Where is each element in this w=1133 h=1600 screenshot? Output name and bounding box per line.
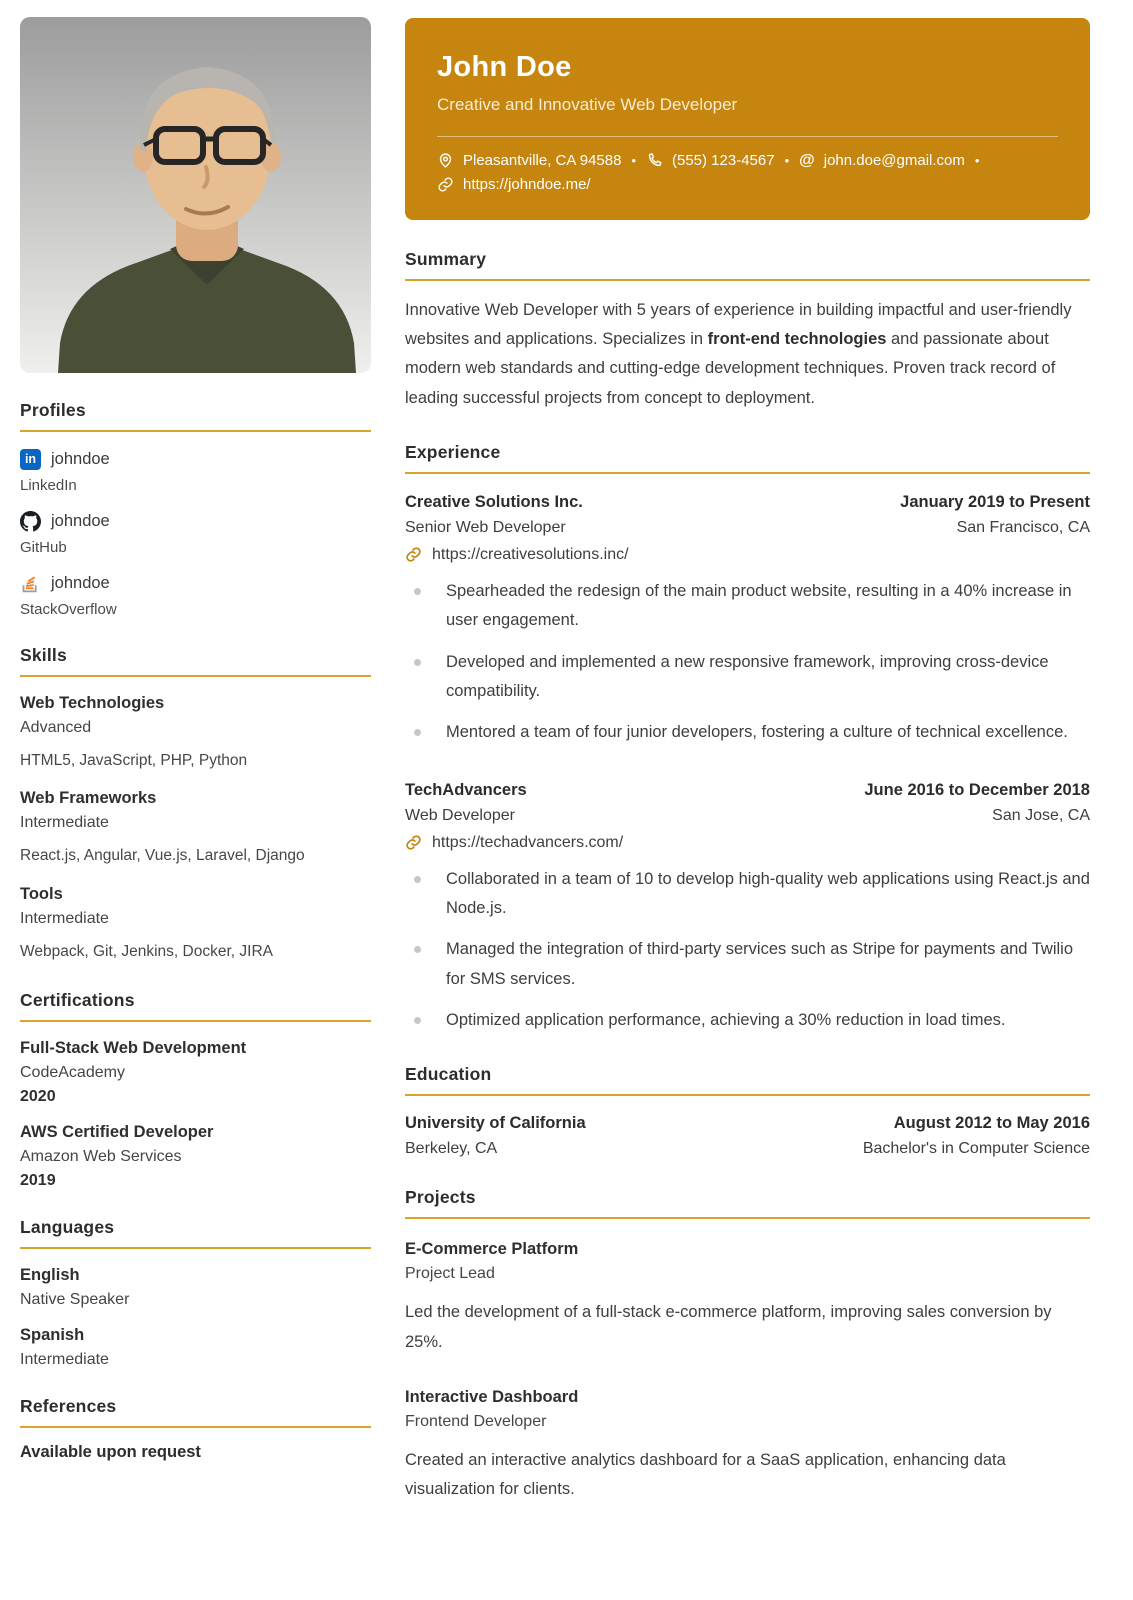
job-bullet [405, 577, 1090, 636]
profile-network-label: GitHub [20, 539, 67, 556]
job-bullet [405, 718, 1090, 747]
certifications-section [20, 990, 371, 1190]
contact-separator: • [784, 153, 790, 168]
profile-network-label: StackOverflow [20, 601, 117, 618]
skill-name: Web Technologies [20, 694, 165, 712]
education-location: Berkeley, CA [405, 1140, 498, 1158]
at-sign-icon: @ [799, 151, 815, 169]
languages-heading: Languages [20, 1217, 371, 1249]
job-bullet-text: Collaborated in a team of 10 to develop high-quality web applications using React.js and Node.js. [446, 869, 1090, 917]
skill-keywords: Webpack, Git, Jenkins, Docker, JIRA [20, 942, 273, 960]
bullet-dot-icon [414, 876, 421, 883]
project-name: E-Commerce Platform [405, 1240, 579, 1259]
profile-item-linkedin[interactable] [20, 449, 371, 494]
certification-item [20, 1039, 371, 1106]
phone-icon [646, 152, 663, 169]
github-icon [20, 511, 41, 532]
contact-location [437, 152, 621, 169]
job-location: San Jose, CA [992, 806, 1090, 824]
profile-username: johndoe [51, 512, 110, 530]
skills-section [20, 645, 371, 963]
languages-section [20, 1217, 371, 1369]
job-bullet [405, 1006, 1090, 1035]
stackoverflow-icon [20, 573, 41, 594]
job-role: Web Developer [405, 806, 515, 824]
certification-issuer: CodeAcademy [20, 1064, 125, 1082]
profiles-section [20, 400, 371, 618]
project-role: Project Lead [405, 1265, 495, 1283]
job-bullet-text: Developed and implemented a new responsive framework, improving cross-device compatibility. [446, 652, 1049, 700]
bullet-dot-icon [414, 729, 421, 736]
skill-keywords: React.js, Angular, Vue.js, Laravel, Django [20, 847, 305, 865]
experience-section [405, 442, 1090, 1036]
profiles-heading: Profiles [20, 400, 371, 432]
job-url-text: https://techadvancers.com/ [432, 833, 624, 851]
summary-text-part: Innovative Web Developer with 5 years of experience in building impactful and user-friendly websites and applications. Specializes in [405, 301, 1072, 349]
job-bullet-text: Spearheaded the redesign of the main product website, resulting in a 40% increase in user engagement. [446, 581, 1072, 630]
job-bullet-text: Managed the integration of third-party services such as Stripe for payments and Twilio for SMS services. [446, 940, 1074, 988]
skill-level: Intermediate [20, 909, 109, 927]
contact-separator: • [631, 153, 636, 168]
contact-separator: • [974, 153, 980, 168]
certification-name: AWS Certified Developer [20, 1123, 214, 1142]
summary-text [405, 296, 1090, 413]
certification-issuer: Amazon Web Services [20, 1148, 182, 1166]
job-bullet [405, 865, 1090, 924]
job-dates: January 2019 to Present [900, 492, 1090, 511]
linkedin-icon [20, 449, 41, 470]
references-section [20, 1396, 371, 1462]
job-url[interactable] [405, 546, 1090, 564]
education-school: University of California [405, 1114, 586, 1133]
job-location: San Francisco, CA [956, 518, 1090, 536]
bullet-dot-icon [414, 946, 421, 953]
summary-text-bold: front-end technologies [707, 330, 887, 349]
summary-section [405, 249, 1090, 413]
certifications-heading: Certifications [20, 990, 371, 1022]
header-divider [437, 136, 1058, 137]
profile-network-label: LinkedIn [20, 477, 77, 494]
references-heading: References [20, 1396, 371, 1428]
summary-heading: Summary [405, 249, 1090, 281]
project-entry [405, 1240, 1090, 1356]
portrait-illustration [20, 17, 371, 373]
person-name: John Doe [437, 51, 572, 83]
job-bullet-text: Optimized application performance, achieving a 30% reduction in load times. [446, 1011, 1006, 1030]
certification-name: Full-Stack Web Development [20, 1039, 247, 1058]
language-name: English [20, 1266, 80, 1285]
job-url-text: https://creativesolutions.inc/ [432, 545, 629, 563]
job-company: Creative Solutions Inc. [405, 492, 583, 511]
certification-year: 2019 [20, 1172, 56, 1190]
education-entry [405, 1114, 1090, 1158]
skill-item [20, 885, 371, 963]
header-banner [405, 18, 1090, 220]
language-name: Spanish [20, 1326, 85, 1345]
skill-item [20, 694, 371, 772]
contact-location-text: Pleasantville, CA 94588 [463, 152, 622, 169]
contact-row-website [437, 176, 1058, 193]
job-bullet [405, 648, 1090, 707]
project-role: Frontend Developer [405, 1412, 547, 1430]
contact-email[interactable] [799, 152, 965, 169]
job-bullets [405, 865, 1090, 1036]
skill-name: Web Frameworks [20, 789, 157, 808]
job-bullet [405, 935, 1090, 994]
job-entry [405, 493, 1090, 748]
education-degree: Bachelor's in Computer Science [862, 1140, 1090, 1158]
location-pin-icon [437, 152, 454, 169]
job-company: TechAdvancers [405, 780, 527, 799]
certification-year: 2020 [20, 1088, 56, 1106]
job-bullet-text: Mentored a team of four junior developers, fostering a culture of technical excellence. [446, 723, 1068, 742]
contact-phone-text: (555) 123-4567 [672, 152, 775, 169]
skill-keywords: HTML5, JavaScript, PHP, Python [20, 752, 248, 769]
bullet-dot-icon [414, 659, 421, 666]
profile-item-github[interactable] [20, 511, 371, 556]
projects-heading: Projects [405, 1187, 1090, 1219]
profile-username: johndoe [51, 574, 110, 592]
job-entry [405, 781, 1090, 1036]
job-bullets [405, 577, 1090, 748]
contact-email-text: john.doe@gmail.com [823, 152, 965, 169]
person-title: Creative and Innovative Web Developer [437, 95, 738, 114]
summary-text-part: and passionate about modern web standards and cutting-edge development techniques. Proven track record of leading successful projects from concept to deployment. [405, 330, 1056, 407]
education-dates: August 2012 to May 2016 [893, 1114, 1090, 1133]
main-column [405, 18, 1090, 1504]
job-dates: June 2016 to December 2018 [864, 780, 1090, 799]
contact-phone [646, 152, 775, 169]
linkedin-glyph: in [24, 452, 37, 467]
contact-row [437, 152, 1058, 169]
language-level: Native Speaker [20, 1291, 130, 1309]
project-entry [405, 1388, 1090, 1504]
bullet-dot-icon [414, 1017, 421, 1024]
skill-level: Intermediate [20, 814, 109, 832]
bullet-dot-icon [414, 588, 421, 595]
references-note: Available upon request [20, 1443, 201, 1462]
project-name: Interactive Dashboard [405, 1387, 579, 1406]
language-level: Intermediate [20, 1351, 109, 1369]
profile-photo [20, 17, 371, 373]
experience-heading: Experience [405, 442, 1090, 474]
language-item [20, 1326, 371, 1369]
skill-name: Tools [20, 884, 63, 903]
contact-website-text: https://johndoe.me/ [463, 176, 591, 193]
language-item [20, 1266, 371, 1309]
link-icon [405, 546, 422, 563]
project-description: Led the development of a full-stack e-commerce platform, improving sales conversion by 25%. [405, 1303, 1052, 1351]
skills-heading: Skills [20, 645, 371, 677]
project-description: Created an interactive analytics dashboard for a SaaS application, enhancing data visualization for clients. [405, 1450, 1006, 1499]
contact-website[interactable] [437, 176, 591, 193]
link-icon [405, 834, 422, 851]
skill-item [20, 789, 371, 867]
profile-item-stackoverflow[interactable] [20, 573, 371, 618]
skill-level: Advanced [20, 719, 92, 736]
profile-username: johndoe [51, 450, 110, 468]
sidebar [20, 17, 371, 1462]
education-heading: Education [405, 1064, 1090, 1096]
job-url[interactable] [405, 834, 1090, 852]
education-section [405, 1064, 1090, 1158]
job-role: Senior Web Developer [405, 518, 566, 536]
link-icon [437, 176, 454, 193]
projects-section [405, 1187, 1090, 1504]
certification-item [20, 1123, 371, 1190]
